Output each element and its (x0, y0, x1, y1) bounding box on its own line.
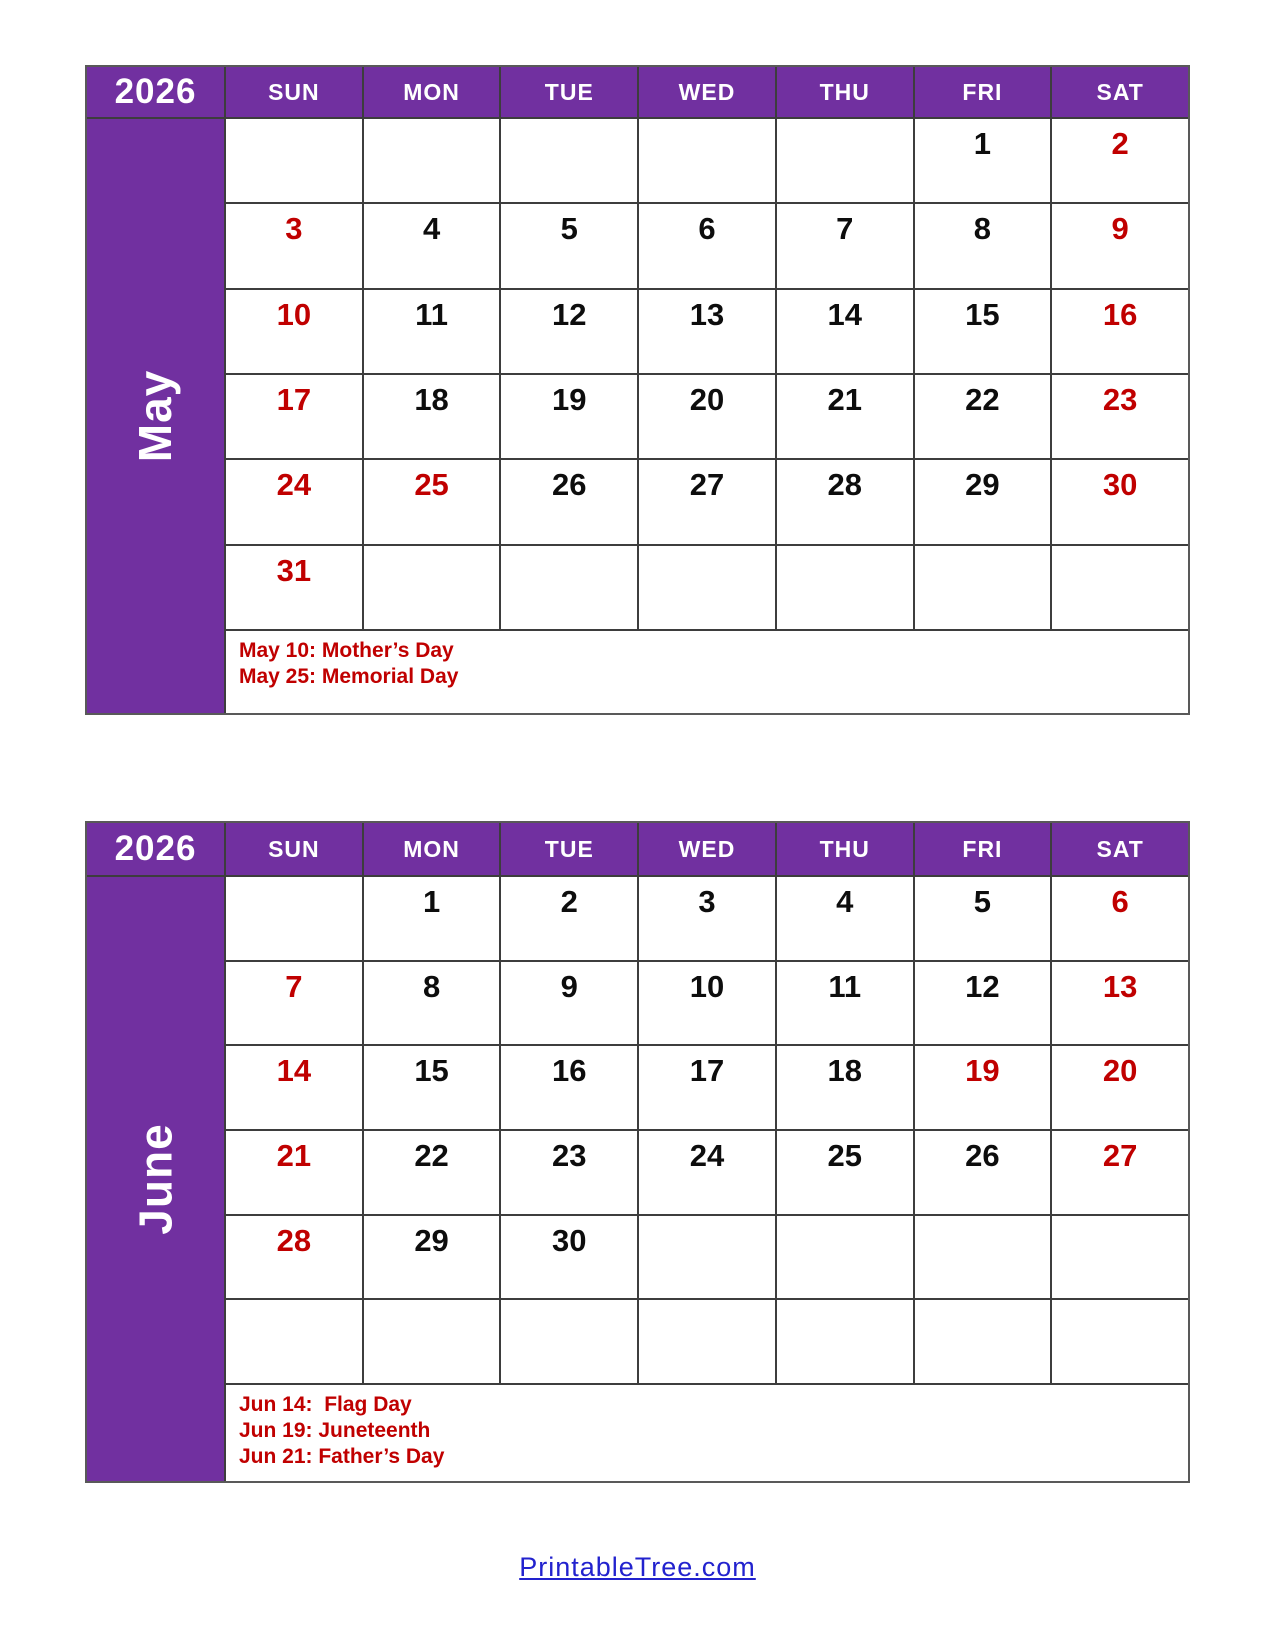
weekday-header-cell: SAT (1052, 67, 1188, 117)
date-cell (364, 375, 500, 458)
date-cell (364, 877, 500, 960)
date-number: 27 (689, 467, 725, 503)
date-number: 11 (415, 296, 448, 332)
date-cell (639, 1131, 775, 1214)
date-cell (1052, 546, 1188, 629)
date-cell (226, 1300, 362, 1383)
date-cell (639, 546, 775, 629)
date-number: 9 (560, 968, 578, 1004)
date-cell (226, 546, 362, 629)
date-cell (501, 290, 637, 373)
date-cell (501, 1216, 637, 1299)
date-number: 15 (414, 1053, 449, 1089)
date-number: 26 (552, 467, 587, 503)
date-number: 24 (689, 1137, 725, 1173)
footer-link[interactable]: PrintableTree.com (519, 1552, 756, 1582)
date-number: 4 (836, 884, 854, 919)
holiday-note-line: May 10: Mother’s Day (239, 639, 454, 662)
date-number: 17 (689, 1053, 725, 1089)
date-cell (501, 119, 637, 202)
date-number: 11 (828, 968, 862, 1004)
date-number: 12 (552, 296, 587, 332)
date-number: 30 (552, 1222, 587, 1258)
date-cell (1052, 1300, 1188, 1383)
holidays-note-may (226, 631, 1188, 713)
date-cell (777, 962, 913, 1045)
date-number: 3 (698, 884, 716, 919)
date-cell (501, 460, 637, 543)
month-label: June (129, 1123, 182, 1235)
date-number: 5 (973, 884, 992, 919)
date-cell (364, 1216, 500, 1299)
date-cell (226, 1046, 362, 1129)
date-number: 13 (1102, 968, 1138, 1004)
date-number: 22 (414, 1137, 449, 1173)
calendar-june (85, 821, 1190, 1483)
date-cell (364, 119, 500, 202)
date-cell (1052, 1131, 1188, 1214)
date-number: 29 (414, 1222, 449, 1258)
date-cell (364, 1131, 500, 1214)
date-cell (226, 962, 362, 1045)
weekday-header-cell: THU (777, 67, 913, 117)
date-cell (639, 1300, 775, 1383)
date-number: 30 (1102, 467, 1138, 503)
date-cell (915, 290, 1051, 373)
weekday-header-cell: MON (364, 823, 500, 875)
date-cell (915, 546, 1051, 629)
date-number: 1 (973, 126, 992, 161)
date-cell (777, 375, 913, 458)
weekday-header-cell: SAT (1052, 823, 1188, 875)
date-cell (777, 290, 913, 373)
date-cell (639, 119, 775, 202)
holiday-note-line: May 25: Memorial Day (239, 665, 459, 688)
date-cell (226, 375, 362, 458)
date-number: 19 (965, 1053, 1000, 1089)
date-number: 27 (1102, 1137, 1138, 1173)
date-cell (777, 119, 913, 202)
date-cell (915, 204, 1051, 287)
weekday-header-cell: THU (777, 823, 913, 875)
date-number: 18 (414, 382, 449, 417)
date-number: 20 (689, 382, 725, 417)
weekday-header-cell: FRI (915, 823, 1051, 875)
date-cell (364, 1300, 500, 1383)
weekday-header-cell: SUN (226, 67, 362, 117)
date-number: 7 (285, 968, 303, 1004)
weekday-header-cell: WED (639, 67, 775, 117)
date-number: 28 (276, 1222, 312, 1258)
date-number: 8 (422, 968, 441, 1004)
date-cell (1052, 460, 1188, 543)
date-number: 6 (1111, 884, 1129, 919)
date-cell (501, 375, 637, 458)
date-number: 16 (552, 1053, 587, 1089)
date-number: 28 (827, 467, 862, 503)
date-number: 3 (285, 211, 303, 247)
date-cell (915, 877, 1051, 960)
date-number: 21 (827, 382, 862, 417)
date-number: 10 (689, 968, 725, 1004)
date-cell (777, 460, 913, 543)
date-number: 31 (276, 552, 312, 588)
date-cell (1052, 204, 1188, 287)
date-cell (777, 877, 913, 960)
date-number: 6 (698, 211, 716, 247)
date-number: 23 (552, 1137, 587, 1173)
date-cell (1052, 877, 1188, 960)
date-cell (639, 375, 775, 458)
date-cell (501, 1300, 637, 1383)
date-number: 26 (965, 1137, 1000, 1173)
date-number: 9 (1111, 211, 1129, 247)
weekday-header-cell: FRI (915, 67, 1051, 117)
weekday-header-cell: SUN (226, 823, 362, 875)
date-cell (501, 1046, 637, 1129)
date-number: 13 (689, 296, 725, 332)
date-cell (226, 877, 362, 960)
date-number: 20 (1102, 1053, 1138, 1089)
date-cell (226, 1216, 362, 1299)
date-number: 5 (560, 211, 578, 247)
date-cell (501, 877, 637, 960)
date-cell (501, 1131, 637, 1214)
weekday-header-cell: TUE (501, 67, 637, 117)
date-number: 29 (965, 467, 1000, 503)
date-cell (364, 460, 500, 543)
date-cell (777, 1300, 913, 1383)
calendar-may (85, 65, 1190, 715)
date-number: 15 (965, 296, 1000, 332)
date-number: 17 (276, 382, 312, 417)
date-number: 24 (276, 467, 312, 503)
date-number: 8 (973, 211, 992, 247)
holiday-note-line: Jun 14: Flag Day (239, 1392, 412, 1416)
date-cell (501, 204, 637, 287)
date-cell (777, 546, 913, 629)
month-sidebar-june (87, 877, 224, 1481)
date-cell (226, 119, 362, 202)
date-number: 12 (965, 968, 1000, 1004)
date-cell (915, 1131, 1051, 1214)
date-number: 14 (276, 1053, 312, 1089)
year-cell: 2026 (87, 67, 224, 117)
date-number: 19 (552, 382, 587, 417)
date-cell (226, 204, 362, 287)
date-cell (226, 460, 362, 543)
date-cell (364, 962, 500, 1045)
date-number: 25 (827, 1137, 862, 1173)
holiday-note-line: Jun 19: Juneteenth (239, 1418, 431, 1442)
date-cell (1052, 962, 1188, 1045)
date-cell (639, 290, 775, 373)
date-cell (915, 1216, 1051, 1299)
date-cell (364, 1046, 500, 1129)
date-number: 18 (827, 1053, 862, 1089)
date-number: 23 (1102, 382, 1138, 417)
date-cell (364, 546, 500, 629)
date-cell (1052, 1046, 1188, 1129)
weekday-header-cell: TUE (501, 823, 637, 875)
date-number: 25 (414, 467, 449, 503)
year-cell: 2026 (87, 823, 224, 875)
month-sidebar-may (87, 119, 224, 713)
weekday-header-cell: WED (639, 823, 775, 875)
date-cell (226, 290, 362, 373)
date-cell (1052, 290, 1188, 373)
date-cell (777, 204, 913, 287)
date-number: 2 (1111, 126, 1129, 161)
date-number: 7 (836, 211, 854, 247)
date-cell (364, 204, 500, 287)
date-number: 14 (827, 296, 862, 332)
date-number: 4 (422, 211, 441, 247)
date-cell (915, 1046, 1051, 1129)
date-cell (501, 962, 637, 1045)
date-cell (777, 1216, 913, 1299)
date-cell (1052, 1216, 1188, 1299)
date-cell (777, 1046, 913, 1129)
holidays-note-june (226, 1385, 1188, 1481)
date-number: 10 (276, 296, 312, 332)
date-cell (915, 119, 1051, 202)
date-cell (501, 546, 637, 629)
date-cell (915, 1300, 1051, 1383)
date-cell (1052, 119, 1188, 202)
date-cell (915, 962, 1051, 1045)
date-number: 16 (1102, 296, 1138, 332)
date-number: 2 (560, 884, 578, 919)
date-cell (639, 877, 775, 960)
date-cell (1052, 375, 1188, 458)
date-cell (639, 1216, 775, 1299)
date-number: 22 (965, 382, 1000, 417)
date-number: 21 (276, 1137, 312, 1173)
date-cell (639, 1046, 775, 1129)
date-cell (639, 204, 775, 287)
date-cell (915, 375, 1051, 458)
date-cell (639, 460, 775, 543)
month-label: May (129, 369, 182, 463)
weekday-header-cell: MON (364, 67, 500, 117)
footer (0, 1552, 1275, 1583)
date-cell (639, 962, 775, 1045)
holiday-note-line: Jun 21: Father’s Day (239, 1444, 445, 1468)
date-number: 1 (422, 884, 441, 919)
date-cell (226, 1131, 362, 1214)
date-cell (777, 1131, 913, 1214)
date-cell (364, 290, 500, 373)
date-cell (915, 460, 1051, 543)
